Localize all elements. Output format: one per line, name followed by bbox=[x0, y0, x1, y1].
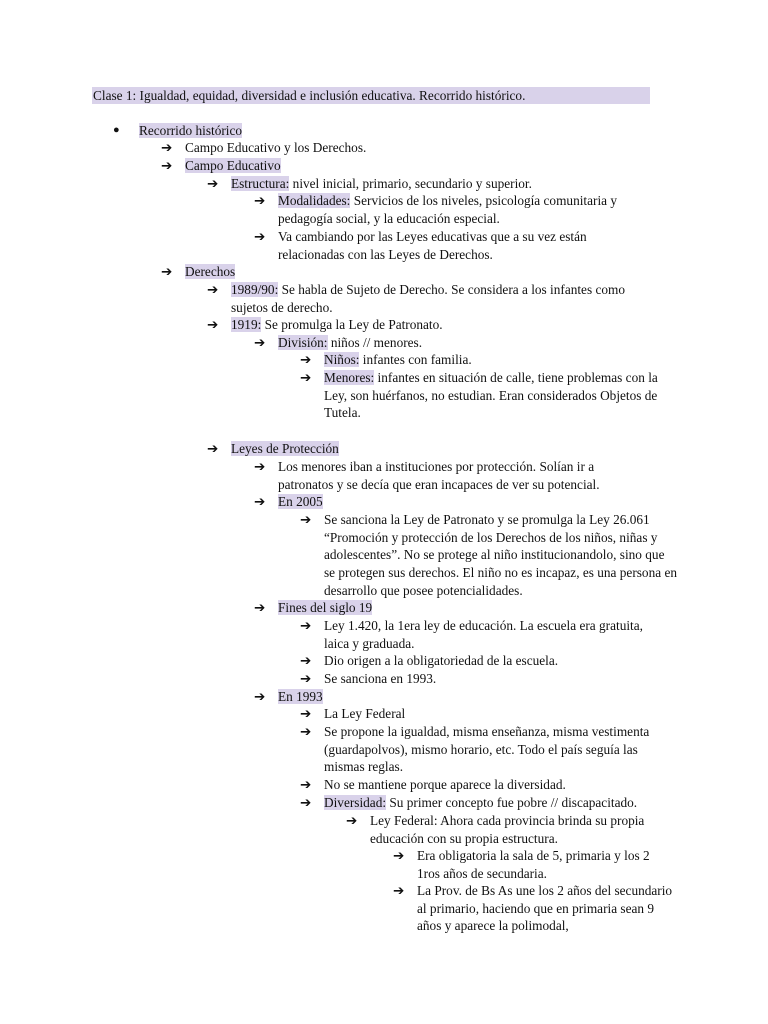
arrow-icon: ➔ bbox=[207, 282, 219, 297]
list-item bbox=[346, 812, 670, 847]
bullet-icon: ● bbox=[113, 124, 120, 136]
item-text: Va cambiando por las Leyes educativas que a su vez están relacionadas con las Leyes de Derechos. bbox=[278, 229, 587, 262]
item-label: Niños: bbox=[324, 352, 360, 367]
list-item bbox=[113, 122, 619, 140]
arrow-icon: ➔ bbox=[393, 848, 405, 863]
arrow-icon: ➔ bbox=[300, 512, 312, 527]
item-text: Se propone la igualdad, misma enseñanza, misma vestimenta (guardapolvos), mismo horario, etc. Todo el país seguía las mismas reglas. bbox=[324, 724, 650, 775]
list-item bbox=[254, 458, 636, 493]
item-text: Ley Federal: Ahora cada provincia brinda su propia educación con su propia estructura. bbox=[370, 813, 645, 846]
arrow-icon: ➔ bbox=[254, 600, 266, 615]
item-text: Se promulga la Ley de Patronato. bbox=[261, 317, 443, 332]
list-item bbox=[300, 617, 669, 652]
list-item bbox=[207, 316, 671, 334]
arrow-icon: ➔ bbox=[254, 193, 266, 208]
item-text: infantes con familia. bbox=[359, 352, 472, 367]
list-item bbox=[161, 157, 665, 175]
list-item bbox=[254, 493, 658, 511]
list-item bbox=[254, 599, 658, 617]
list-item bbox=[300, 705, 676, 723]
item-text: No se mantiene porque aparece la diversidad. bbox=[324, 777, 566, 792]
item-label: Fines del siglo 19 bbox=[278, 600, 373, 615]
item-label: Estructura: bbox=[231, 176, 290, 191]
item-label: Diversidad: bbox=[324, 795, 387, 810]
item-label: En 2005 bbox=[278, 494, 323, 509]
list-item bbox=[254, 688, 658, 706]
item-text: Se habla de Sujeto de Derecho. Se considera a los infantes como sujetos de derecho. bbox=[231, 282, 626, 315]
list-item bbox=[207, 281, 665, 316]
arrow-icon: ➔ bbox=[300, 370, 312, 385]
list-item bbox=[300, 776, 676, 794]
item-text: Ley 1.420, la 1era ley de educación. La escuela era gratuita, laica y graduada. bbox=[324, 618, 643, 651]
arrow-icon: ➔ bbox=[393, 883, 405, 898]
item-label: Derechos bbox=[185, 264, 236, 279]
list-item bbox=[207, 440, 671, 458]
item-text: Campo Educativo y los Derechos. bbox=[185, 140, 367, 155]
item-text: Se sanciona en 1993. bbox=[324, 671, 437, 686]
item-label: Recorrido histórico bbox=[139, 123, 243, 138]
item-text: infantes en situación de calle, tiene problemas con la Ley, son huérfanos, no estudian. Eran considerados Objetos de Tutela. bbox=[324, 370, 658, 421]
arrow-icon: ➔ bbox=[254, 335, 266, 350]
item-label: En 1993 bbox=[278, 689, 323, 704]
arrow-icon: ➔ bbox=[300, 653, 312, 668]
item-text: Su primer concepto fue pobre // discapacitado. bbox=[386, 795, 638, 810]
list-item bbox=[254, 192, 650, 227]
arrow-icon: ➔ bbox=[161, 140, 173, 155]
list-item bbox=[300, 652, 676, 670]
arrow-icon: ➔ bbox=[207, 441, 219, 456]
list-item bbox=[393, 882, 675, 935]
arrow-icon: ➔ bbox=[161, 158, 173, 173]
item-label: 1989/90: bbox=[231, 282, 279, 297]
item-label: Modalidades: bbox=[278, 193, 351, 208]
item-text: Servicios de los niveles, psicología comunitaria y pedagogía social, y la educación especial. bbox=[278, 193, 618, 226]
arrow-icon: ➔ bbox=[207, 317, 219, 332]
list-item bbox=[161, 139, 665, 157]
item-label: 1919: bbox=[231, 317, 262, 332]
list-item bbox=[393, 847, 669, 882]
arrow-icon: ➔ bbox=[254, 459, 266, 474]
arrow-icon: ➔ bbox=[254, 689, 266, 704]
arrow-icon: ➔ bbox=[300, 795, 312, 810]
arrow-icon: ➔ bbox=[161, 264, 173, 279]
arrow-icon: ➔ bbox=[300, 671, 312, 686]
list-item bbox=[300, 369, 676, 422]
list-item bbox=[300, 794, 676, 812]
item-label: Menores: bbox=[324, 370, 375, 385]
arrow-icon: ➔ bbox=[346, 813, 358, 828]
arrow-icon: ➔ bbox=[300, 352, 312, 367]
arrow-icon: ➔ bbox=[207, 176, 219, 191]
arrow-icon: ➔ bbox=[300, 706, 312, 721]
item-text: Era obligatoria la sala de 5, primaria y los 2 1ros años de secundaria. bbox=[417, 848, 650, 881]
list-item bbox=[161, 263, 665, 281]
item-text: Se sanciona la Ley de Patronato y se promulga la Ley 26.061 “Promoción y protección de los Derechos de los niños, niñas y adolescentes”. No se protege al niño institucionandolo, sino que se protegen sus derechos. El niño no es incapaz, es una persona en desarrollo que posee potencialidades. bbox=[324, 512, 677, 598]
item-label: División: bbox=[278, 335, 328, 350]
list-item bbox=[254, 228, 640, 263]
arrow-icon: ➔ bbox=[300, 724, 312, 739]
item-text: nivel inicial, primario, secundario y superior. bbox=[289, 176, 532, 191]
item-text: La Prov. de Bs As une los 2 años del secundario al primario, haciendo que en primaria sean 9 años y aparece la polimodal, bbox=[417, 883, 673, 934]
item-label: Campo Educativo bbox=[185, 158, 281, 173]
arrow-icon: ➔ bbox=[300, 777, 312, 792]
arrow-icon: ➔ bbox=[254, 494, 266, 509]
list-item bbox=[254, 334, 658, 352]
list-item bbox=[300, 351, 664, 369]
page-title: Clase 1: Igualdad, equidad, diversidad e inclusión educativa. Recorrido histórico. bbox=[92, 87, 650, 104]
list-item bbox=[207, 175, 671, 193]
list-item bbox=[300, 511, 678, 600]
arrow-icon: ➔ bbox=[254, 229, 266, 244]
arrow-icon: ➔ bbox=[300, 618, 312, 633]
item-text: La Ley Federal bbox=[324, 706, 406, 721]
item-text: Los menores iban a instituciones por protección. Solían ir a patronatos y se decía que eran incapaces de ver su potencial. bbox=[278, 459, 600, 492]
item-text: niños // menores. bbox=[327, 335, 423, 350]
item-text: Dio origen a la obligatoriedad de la escuela. bbox=[324, 653, 559, 668]
list-item bbox=[300, 670, 676, 688]
item-label: Leyes de Protección bbox=[231, 441, 339, 456]
list-item bbox=[300, 723, 676, 776]
